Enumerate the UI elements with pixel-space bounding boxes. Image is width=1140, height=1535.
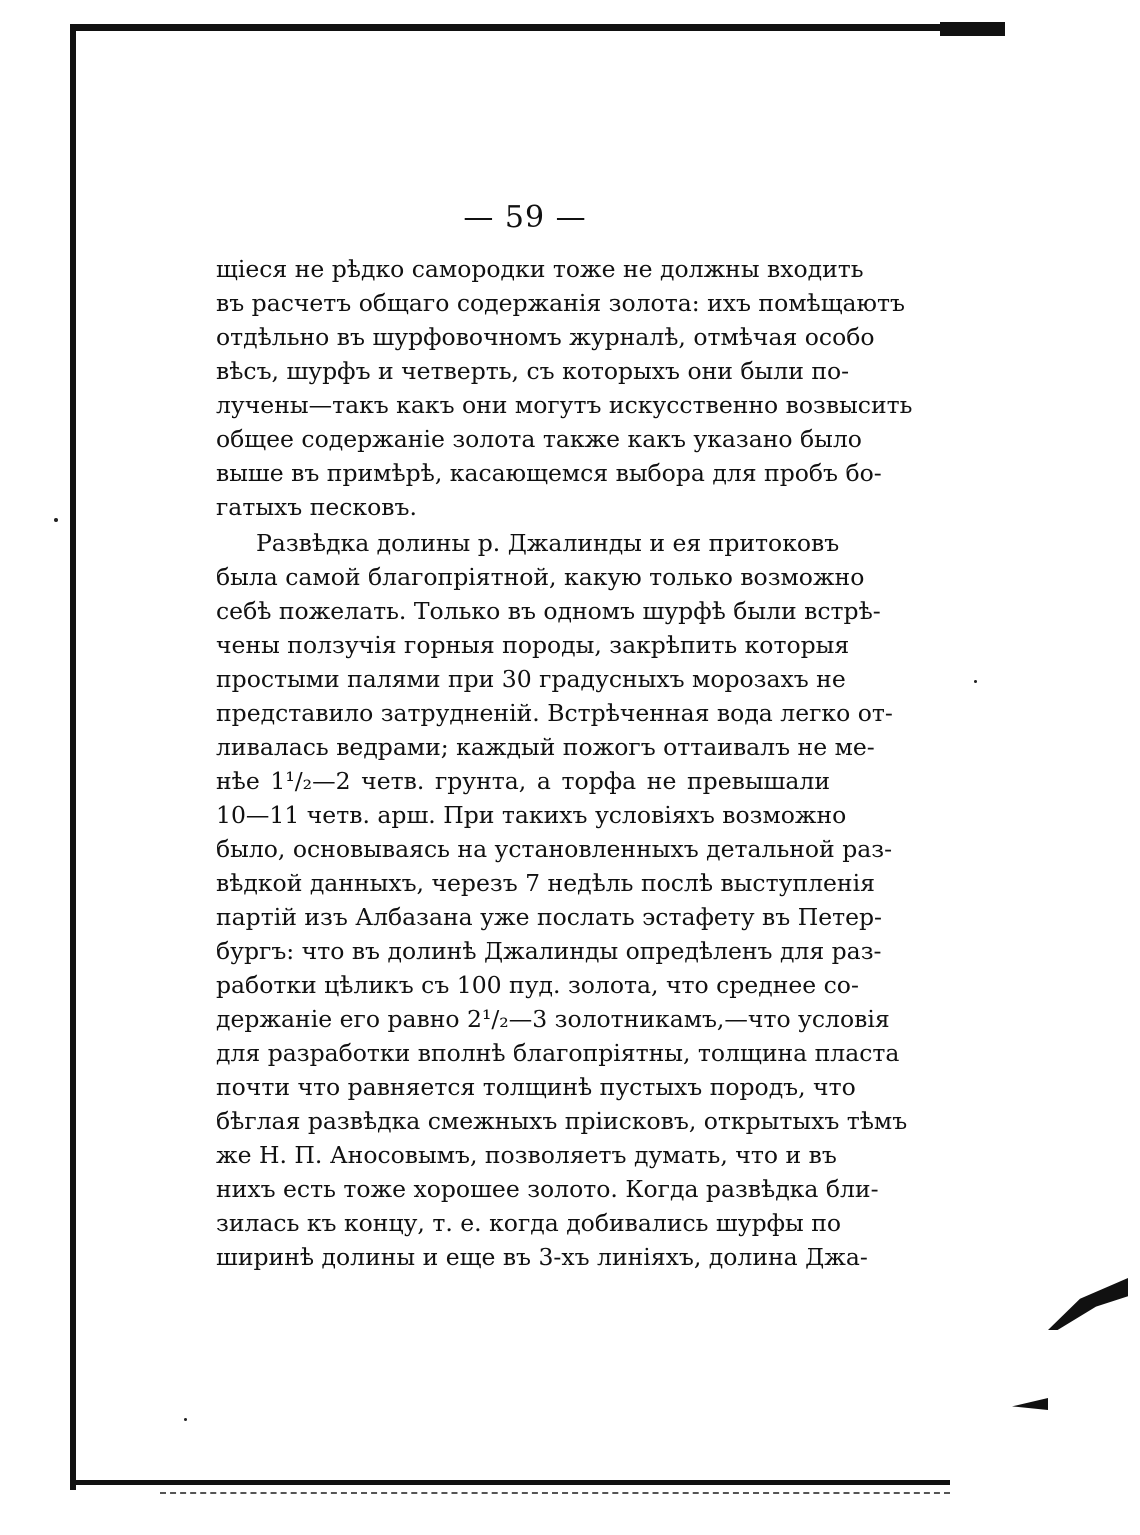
text-line: бургъ: что въ долинѣ Джалинды опредѣленъ для раз-	[216, 937, 882, 965]
page-body-text	[216, 252, 913, 1274]
text-line: общее содержаніе золота также какъ указано было	[216, 425, 862, 453]
ink-blot-small	[1012, 1398, 1048, 1410]
text-line: выше въ примѣрѣ, касающемся выбора для пробъ бо-	[216, 459, 882, 487]
text-line: вѣсъ, шурфъ и четверть, съ которыхъ они были по-	[216, 357, 850, 385]
text-line: почти что равняется толщинѣ пустыхъ породъ, что	[216, 1073, 856, 1101]
text-line: чены ползучія горныя породы, закрѣпить которыя	[216, 631, 850, 659]
ink-speck	[974, 680, 977, 683]
scan-frame-bottom	[70, 1480, 950, 1485]
text-line: нѣе 1¹/₂—2 четв. грунта, а торфа не превышали	[216, 767, 830, 795]
paragraph-2	[216, 526, 908, 1274]
text-line: отдѣльно въ шурфовочномъ журналѣ, отмѣчая особо	[216, 323, 875, 351]
scan-frame-left	[70, 24, 76, 1490]
ink-speck	[54, 518, 58, 522]
text-line: лучены—такъ какъ они могутъ искусственно возвысить	[216, 391, 913, 419]
text-line: партій изъ Албазана уже послать эстафету въ Петер-	[216, 903, 882, 931]
text-line: ливалась ведрами; каждый пожогъ оттаивалъ не ме-	[216, 733, 875, 761]
text-line: ширинѣ долины и еще въ 3-хъ линіяхъ, долина Джа-	[216, 1243, 868, 1271]
text-line: въ расчетъ общаго содержанія золота: ихъ помѣщаютъ	[216, 289, 905, 317]
text-line: 10—11 четв. арш. При такихъ условіяхъ возможно	[216, 801, 847, 829]
page-number: — 59 —	[463, 200, 587, 235]
text-line: простыми палями при 30 градусныхъ морозахъ не	[216, 665, 846, 693]
text-line: для разработки вполнѣ благопріятны, толщина пласта	[216, 1039, 900, 1067]
scan-frame-top-corner	[940, 22, 1005, 36]
text-line: себѣ пожелать. Только въ одномъ шурфѣ были встрѣ-	[216, 597, 881, 625]
text-line: гатыхъ песковъ.	[216, 493, 417, 521]
text-line: работки цѣликъ съ 100 пуд. золота, что среднее со-	[216, 971, 859, 999]
text-line: была самой благопріятной, какую только возможно	[216, 563, 865, 591]
text-line: бѣглая развѣдка смежныхъ пріисковъ, открытыхъ тѣмъ	[216, 1107, 908, 1135]
scan-frame-top	[70, 24, 1005, 31]
text-line: держаніе его равно 2¹/₂—3 золотникамъ,—что условія	[216, 1005, 890, 1033]
ink-speck	[184, 1418, 187, 1421]
text-line: щіеся не рѣдко самородки тоже не должны входить	[216, 255, 864, 283]
text-line: вѣдкой данныхъ, черезъ 7 недѣль послѣ выступленія	[216, 869, 875, 897]
text-line: было, основываясь на установленныхъ детальной раз-	[216, 835, 893, 863]
text-line: представило затрудненій. Встрѣченная вода легко от-	[216, 699, 893, 727]
ink-blot	[1048, 1278, 1128, 1330]
text-line: зилась къ концу, т. е. когда добивались шурфы по	[216, 1209, 841, 1237]
text-line: же Н. П. Аносовымъ, позволяетъ думать, что и въ	[216, 1141, 837, 1169]
paragraph-1	[216, 252, 913, 524]
scan-frame-bottom-dashed	[160, 1492, 950, 1494]
text-line: Развѣдка долины р. Джалинды и ея притоковъ	[256, 529, 840, 557]
text-line: нихъ есть тоже хорошее золото. Когда развѣдка бли-	[216, 1175, 879, 1203]
